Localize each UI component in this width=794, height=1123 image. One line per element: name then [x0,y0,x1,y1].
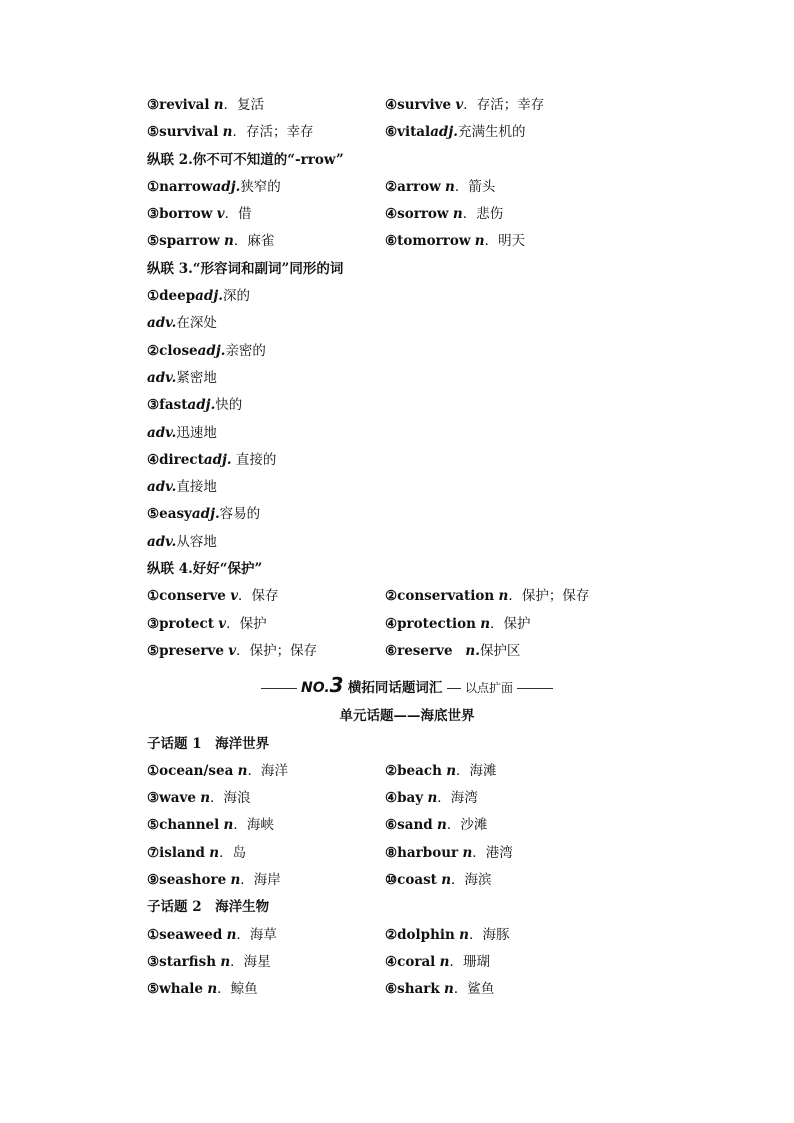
vocab-word: ④protection [385,615,476,632]
vocab-entry [147,206,252,222]
vocab-col2 [385,119,525,146]
vocab-pos: n [230,872,241,889]
vocab-pos: n [226,926,237,943]
vocab-word: ⑥vital [385,124,431,141]
vocab-meaning: ．海滨 [451,872,492,889]
vocab-row-adv [147,310,667,337]
vocab-entry [147,179,281,195]
group2-title: 纵联 2.你不可不知道的“-rrow” [147,151,344,168]
vocab-entry [385,872,492,888]
vocab-entry [385,981,494,997]
vocab-word: ③fast [147,397,188,414]
banner-num: 3 [329,673,344,698]
vocab-word: ⑥sand [385,817,433,834]
vocab-col2 [385,840,513,867]
vocab-pos: n [200,790,211,807]
vocab-meaning: 迅速地 [176,424,217,441]
vocab-pos: n [220,953,231,970]
vocab-pos: adv. [147,424,177,441]
vocab-entry [147,817,274,833]
vocab-meaning: ．借 [224,206,252,223]
vocab-pos: adv. [147,369,177,386]
vocab-meaning: ．保护；保存 [236,642,318,659]
vocab-meaning: 直接地 [176,479,217,496]
vocab-col2 [385,583,589,610]
vocab-word: ⑤whale [147,981,204,998]
document-page [147,92,667,1004]
vocab-entry [147,588,279,604]
vocab-word: ⑥reserve [385,642,453,659]
vocab-col2 [385,758,497,785]
vocab-pos: adv. [147,533,177,550]
vocab-meaning: ．港湾 [472,844,513,861]
vocab-col2 [385,867,492,894]
vocab-meaning: ．海浪 [210,790,251,807]
vocab-entry [385,763,497,779]
vocab-entry [147,97,264,113]
vocab-entry [385,817,487,833]
vocab-word: ③wave [147,790,196,807]
vocab-meaning: 充满生机的 [457,124,526,141]
vocab-meaning: 亲密的 [225,342,266,359]
vocab-row [147,812,667,839]
vocab-row [147,338,667,365]
vocab-entry [385,97,544,113]
vocab-row [147,283,667,310]
vocab-entry [385,206,503,222]
vocab-pos: n [445,178,455,195]
vocab-word: ③revival [147,97,210,113]
vocab-row [147,501,667,528]
vocab-entry [385,845,513,861]
vocab-pos: adj. [203,451,232,468]
vocab-pos: n [209,844,220,861]
vocab-col2 [385,785,478,812]
unit-topic: 单元话题——海底世界 [339,708,475,725]
vocab-word: ②conservation [385,588,495,605]
vocab-row [147,119,667,146]
banner-dash-right [517,688,553,689]
vocab-pos: n [224,233,234,250]
vocab-word: ①ocean/sea [147,762,234,779]
vocab-col2 [385,976,494,1003]
vocab-word: ②dolphin [385,926,455,943]
vocab-row [147,228,667,255]
vocab-meaning: 容易的 [219,506,261,523]
vocab-row-adv [147,529,667,556]
vocab-entry [147,845,246,861]
vocab-row [147,840,667,867]
section-banner [147,667,667,703]
vocab-meaning: ．麻雀 [233,233,275,250]
vocab-row [147,201,667,228]
vocab-meaning: ．海湾 [437,790,478,807]
banner-dash-mid [447,688,461,689]
vocab-pos: n [452,206,463,223]
vocab-word: ④coral [385,953,436,970]
vocab-word: ⑤easy [147,506,192,523]
vocab-pos: v [230,588,239,605]
vocab-entry [147,124,313,140]
vocab-row [147,174,667,201]
block2 [147,174,667,256]
vocab-word: ④direct [147,451,204,468]
vocab-word: ③starfish [147,953,217,970]
vocab-pos: n [207,981,218,998]
vocab-row [147,638,667,665]
vocab-meaning: 直接的 [231,451,277,468]
subtopic2-list [147,922,667,1004]
vocab-word: ②arrow [385,178,441,195]
vocab-row-adv [147,474,667,501]
vocab-word: ⑤survival [147,124,219,141]
vocab-entry [385,927,510,943]
vocab-pos: adj. [195,288,223,305]
vocab-word: ⑥shark [385,981,440,998]
vocab-meaning: 紧密地 [176,369,217,386]
vocab-col2 [385,812,487,839]
vocab-meaning: ．岛 [219,844,247,861]
vocab-entry [147,763,288,779]
vocab-pos: adj. [187,397,216,414]
vocab-pos: n [480,615,491,632]
vocab-pos: adj. [197,342,226,359]
vocab-row [147,976,667,1003]
vocab-meaning: ．箭头 [454,178,496,195]
vocab-pos: adj. [430,124,458,141]
vocab-row [147,611,667,638]
vocab-entry [147,643,317,659]
vocab-pos: n [498,588,509,605]
vocab-row-adv [147,420,667,447]
vocab-entry [147,233,274,249]
vocab-entry [385,954,490,970]
vocab-pos: n [223,817,234,834]
vocab-pos: n [437,817,447,834]
vocab-col2 [385,174,495,201]
vocab-entry [147,616,267,632]
vocab-pos: v [216,206,225,223]
vocab-meaning: ．海滩 [456,762,497,779]
vocab-word: ⑩coast [385,872,437,889]
vocab-word: ①deep [147,288,196,305]
vocab-meaning: ．海豚 [469,926,510,943]
vocab-meaning: ．海洋 [247,762,288,779]
vocab-entry [385,643,520,659]
vocab-row-adv [147,365,667,392]
block1 [147,92,667,147]
vocab-entry [147,343,266,359]
vocab-row [147,447,667,474]
vocab-entry [147,452,276,468]
vocab-entry [385,233,525,249]
vocab-meaning: 深的 [222,288,250,305]
vocab-pos: n [427,790,438,807]
vocab-pos: n. [465,642,480,659]
vocab-word: ③borrow [147,206,213,223]
vocab-row [147,583,667,610]
vocab-pos: n [237,762,248,779]
vocab-word: ④sorrow [385,206,449,223]
vocab-pos: n [439,953,450,970]
vocab-entry [385,179,495,195]
vocab-meaning: ．保存 [238,588,279,605]
vocab-meaning: ．存活；幸存 [232,124,314,141]
vocab-pos: n [462,844,473,861]
vocab-pos: n [459,926,469,943]
vocab-col2 [385,228,525,255]
vocab-col2 [385,92,544,119]
vocab-meaning: ．明天 [484,233,526,250]
vocab-meaning: ．存活；幸存 [463,97,545,113]
vocab-meaning: 狭窄的 [240,178,281,195]
vocab-word: ①seaweed [147,926,223,943]
vocab-col2 [385,922,510,949]
vocab-meaning: ．鲸鱼 [217,981,258,998]
vocab-meaning: 快的 [215,397,243,414]
vocab-word: ⑦island [147,844,205,861]
vocab-meaning: ．海峡 [233,817,274,834]
vocab-word: ④survive [385,97,452,113]
vocab-row [147,949,667,976]
vocab-pos: n [474,233,485,250]
vocab-col2 [385,638,520,665]
banner-dash-left [261,688,297,689]
vocab-meaning: 在深处 [176,315,217,332]
vocab-meaning: ．海岸 [240,872,281,889]
vocab-pos: n [444,981,454,998]
vocab-meaning: ．珊瑚 [449,953,490,970]
vocab-word: ②beach [385,762,442,779]
vocab-entry [385,124,525,140]
subtopic1-title: 子话题 1 海洋世界 [147,735,270,752]
vocab-entry [385,790,478,806]
vocab-entry [147,872,281,888]
vocab-pos: adv. [147,479,177,496]
vocab-word: ⑤channel [147,817,220,834]
vocab-word: ③protect [147,615,214,632]
vocab-pos: n [222,124,233,141]
vocab-word: ⑤sparrow [147,233,220,250]
vocab-entry [385,616,531,632]
group4-title: 纵联 4.好好“保护” [147,561,263,578]
vocab-word: ⑤preserve [147,642,224,659]
vocab-pos: n [213,97,224,113]
vocab-row [147,92,667,119]
banner-title: 横拓同话题词汇 [347,680,443,697]
vocab-meaning: 保护区 [479,642,521,659]
block4 [147,583,667,665]
vocab-entry [147,790,251,806]
vocab-col2 [385,611,531,638]
vocab-entry [147,981,258,997]
subtopic2-title: 子话题 2 海洋生物 [147,899,270,916]
vocab-col2 [385,201,503,228]
block3 [147,283,667,556]
vocab-meaning: ．鲨鱼 [453,981,495,998]
vocab-row [147,758,667,785]
group3-title: 纵联 3.“形容词和副词”同形的词 [147,260,344,277]
vocab-meaning: ．保护 [490,615,531,632]
vocab-pos: n [441,872,452,889]
vocab-word: ⑥tomorrow [385,233,471,250]
vocab-word: ①narrow [147,178,213,195]
vocab-meaning: ．海星 [230,953,271,970]
vocab-word: ④bay [385,790,424,807]
vocab-pos: v [455,97,464,113]
vocab-entry [147,927,277,943]
vocab-entry [147,397,242,413]
vocab-word: ①conserve [147,588,226,605]
vocab-meaning: ．保护 [226,615,267,632]
vocab-word: ⑧harbour [385,844,459,861]
vocab-entry [147,506,260,522]
vocab-entry [385,588,589,604]
vocab-meaning: ．海草 [236,926,277,943]
banner-no: NO. [301,680,330,697]
vocab-pos: adv. [147,315,177,332]
vocab-word: ⑨seashore [147,872,227,889]
vocab-meaning: ．沙滩 [446,817,488,834]
vocab-entry [147,288,250,304]
vocab-pos: v [228,642,237,659]
vocab-pos: n [446,762,457,779]
vocab-row [147,867,667,894]
vocab-col2 [385,949,490,976]
vocab-entry [147,954,271,970]
vocab-row [147,785,667,812]
vocab-pos: adj. [191,506,220,523]
vocab-meaning: 从容地 [176,533,217,550]
vocab-meaning: ．复活 [223,97,265,113]
subtopic1-list [147,758,667,894]
vocab-pos: v [218,615,227,632]
vocab-pos: adj. [212,178,241,195]
vocab-row [147,922,667,949]
banner-subtitle: 以点扩面 [464,681,513,696]
vocab-meaning: ．保护；保存 [508,588,590,605]
vocab-meaning: ．悲伤 [462,206,504,223]
vocab-word: ②close [147,342,198,359]
vocab-row [147,392,667,419]
